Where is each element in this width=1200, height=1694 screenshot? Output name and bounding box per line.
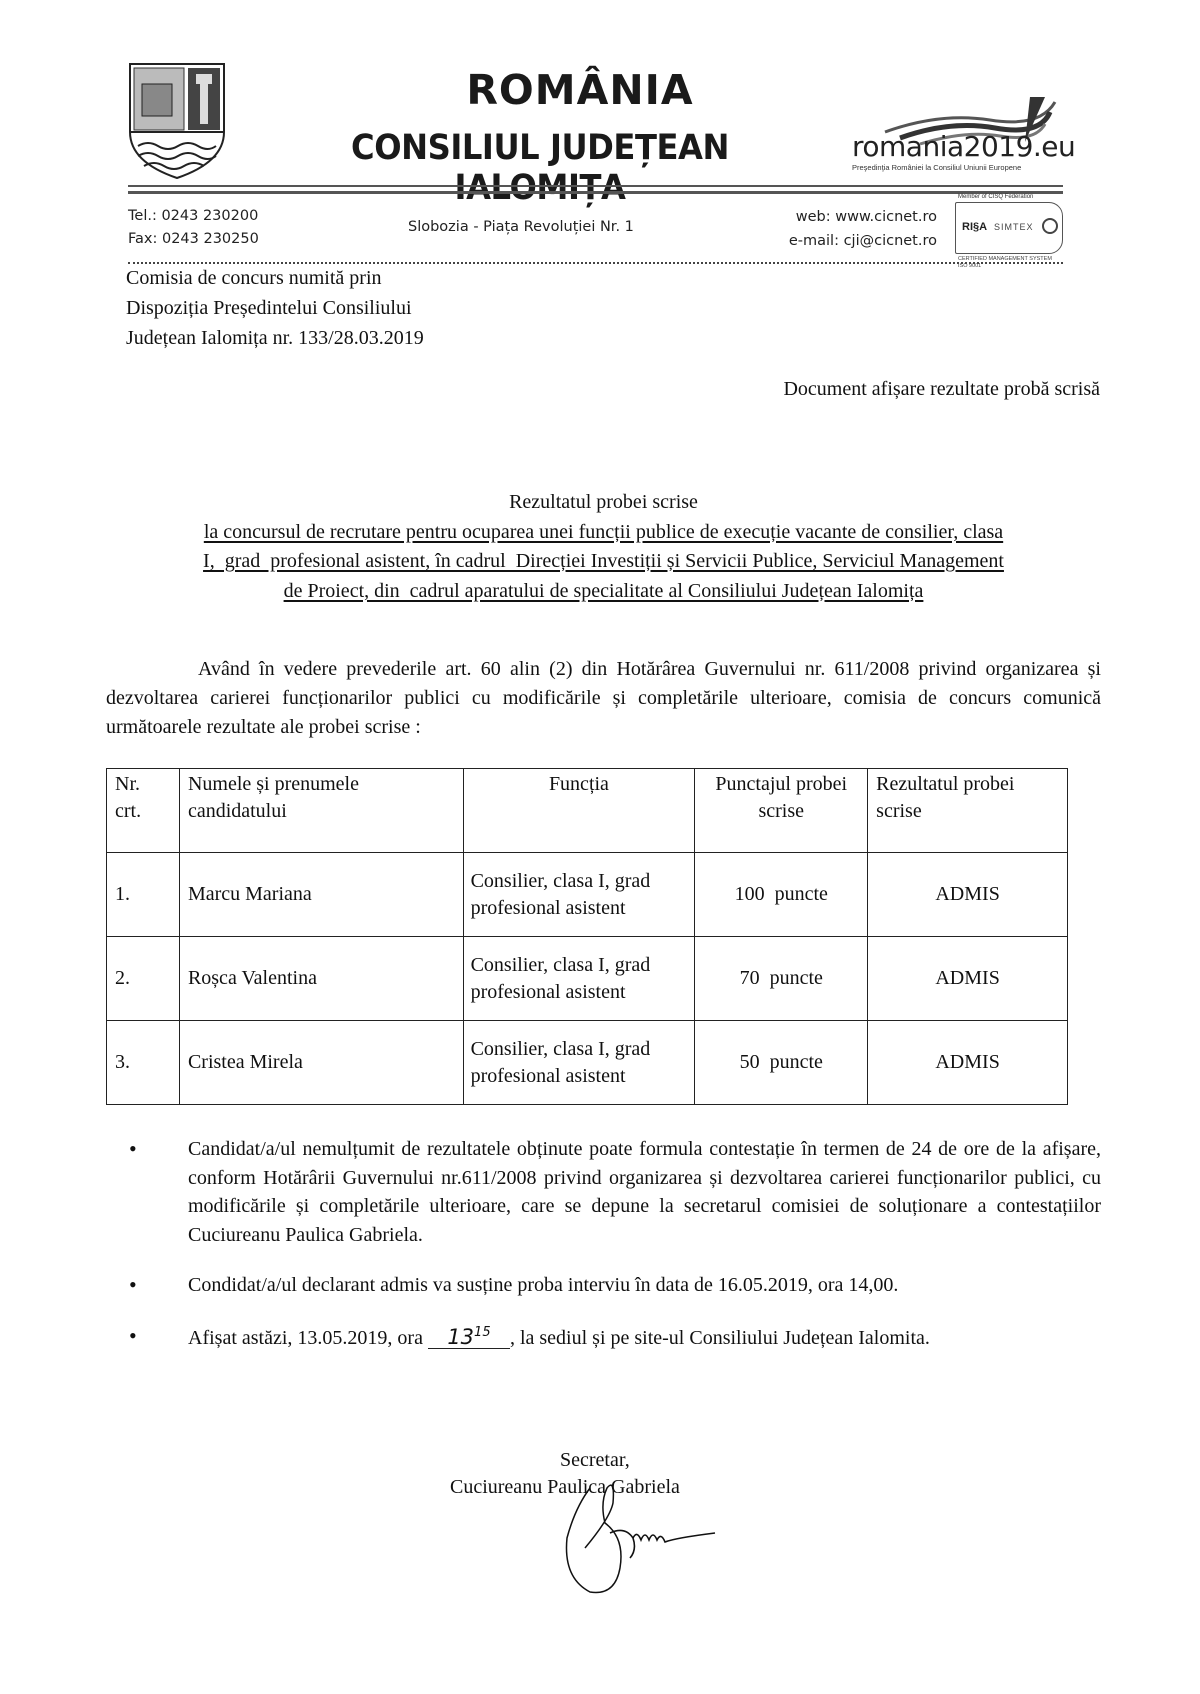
intro-paragraph-text: Având în vedere prevederile art. 60 alin (2) din Hotărârea Guvernului nr. 611/2008 privind organizarea și dezvoltarea carierei funcționarilor publici cu modificările și completările ulterioare, comisia de concurs comunică următoarele rezultate ale probei scrise :: [106, 658, 1101, 738]
presidency-tagline: Preşedinţia României la Consiliul Uniunii Europene: [852, 163, 1022, 172]
issuer-line-1: Comisia de concurs numită prin: [126, 267, 382, 289]
posted-prefix: Afișat astăzi, 13.05.2019, ora: [188, 1326, 423, 1349]
county-crest-icon: [128, 62, 226, 180]
posted-suffix: , la sediul și pe site-ul Consiliului Județean Ialomita.: [509, 1326, 930, 1349]
contact-phone-block: [128, 205, 259, 251]
posted-time-handwritten: [428, 1322, 510, 1349]
header-function: Funcția: [463, 769, 695, 853]
cell-result: ADMIS: [868, 1021, 1068, 1105]
document-heading: [106, 488, 1101, 606]
heading-subtitle-line-1: la concursul de recrutare pentru ocuparea unei funcții publice de execuție vacante de consilier, clasa: [203, 520, 1004, 543]
table-row: [107, 937, 1068, 1021]
cell-score: 50 puncte: [695, 1021, 868, 1105]
header-divider-bottom: [128, 191, 1063, 194]
phone-number: Tel.: 0243 230200: [128, 208, 259, 224]
certification-bottom-line1: CERTIFIED MANAGEMENT SYSTEM: [958, 256, 1052, 262]
country-title: ROMÂNIA: [466, 66, 694, 114]
signatory-role: Secretar,: [560, 1449, 630, 1471]
issuer-line-3: Județean Ialomița nr. 133/28.03.2019: [126, 327, 424, 349]
table-row: [107, 853, 1068, 937]
header-name: Numele și prenumele candidatului: [179, 769, 463, 853]
website-link[interactable]: web: www.cicnet.ro: [795, 209, 937, 225]
header-score: Punctajul probei scrise: [695, 769, 868, 853]
certification-label: RI§A: [962, 221, 988, 233]
cell-function: Consilier, clasa I, grad profesional asistent: [463, 937, 695, 1021]
header-nr: Nr. crt.: [107, 769, 180, 853]
fax-number: Fax: 0243 230250: [128, 231, 259, 247]
signatory-name: Cuciureanu Paulica Gabriela: [450, 1476, 680, 1498]
document-label: Document afișare rezultate probă scrisă: [783, 378, 1100, 400]
cell-nr: 1.: [107, 853, 180, 937]
issuer-line-2: Dispoziția Președintelui Consiliului: [126, 297, 412, 319]
note-posted: [126, 1322, 1101, 1353]
certification-badge: [955, 202, 1063, 254]
address: Slobozia - Piața Revoluției Nr. 1: [408, 219, 634, 235]
posted-hour: 13: [447, 1324, 475, 1349]
table-header-row: [107, 769, 1068, 853]
cell-score: 100 puncte: [695, 853, 868, 937]
heading-subtitle-line-3: de Proiect, din cadrul aparatului de specialitate al Consiliului Județean Ialomița: [283, 579, 924, 602]
cell-function: Consilier, clasa I, grad profesional asistent: [463, 1021, 695, 1105]
heading-subtitle-line-2: I, grad profesional asistent, în cadrul Direcției Investiții și Servicii Publice, Serviciul Management: [203, 550, 1004, 572]
certification-seal-icon: [1042, 218, 1058, 234]
table-row: [107, 1021, 1068, 1105]
heading-title: Rezultatul probei scrise: [509, 491, 698, 513]
issuer-block: [126, 263, 424, 353]
results-table: [106, 768, 1068, 1105]
cell-score: 70 puncte: [695, 937, 868, 1021]
certification-top-note: Member of CISQ Federation: [958, 194, 1034, 200]
intro-paragraph: [106, 655, 1101, 742]
posted-minutes: 15: [474, 1324, 491, 1340]
cell-nr: 2.: [107, 937, 180, 1021]
handwritten-signature-icon: [545, 1478, 745, 1596]
cell-result: ADMIS: [868, 937, 1068, 1021]
certification-bottom-line2: ISO 9001: [958, 263, 982, 269]
email-link[interactable]: e-mail: cji@cicnet.ro: [788, 233, 937, 249]
cell-result: ADMIS: [868, 853, 1068, 937]
contact-web-block: [757, 205, 937, 253]
cell-name: Cristea Mirela: [179, 1021, 463, 1105]
institution-title: CONSILIUL JUDEȚEAN IALOMIȚA: [351, 128, 729, 208]
header-divider-top: [128, 185, 1063, 187]
cell-function: Consilier, clasa I, grad profesional asistent: [463, 853, 695, 937]
note-appeal: • Candidat/a/ul nemulțumit de rezultatele obținute poate formula contestație în termen de 24 de ore de la afișare, conform Hotărârii Guvernului nr.611/2008 privind organizarea și dezvoltarea carierei funcționarilor publici, cu modificările și completările ulterioare, care se depune la secretarul comisiei de soluționare a contestațiilor Cuciureanu Paulica Gabriela.: [126, 1135, 1101, 1249]
certification-brand: SIMTEX: [994, 222, 1034, 232]
cell-name: Marcu Mariana: [179, 853, 463, 937]
notes-list: [126, 1135, 1101, 1374]
presidency-url: romania2019.eu: [852, 130, 1076, 163]
cell-nr: 3.: [107, 1021, 180, 1105]
cell-name: Roșca Valentina: [179, 937, 463, 1021]
note-interview: • Condidat/a/ul declarant admis va susține proba interviu în data de 16.05.2019, ora 14,00.: [126, 1271, 1101, 1300]
header-result: Rezultatul probei scrise: [868, 769, 1068, 853]
